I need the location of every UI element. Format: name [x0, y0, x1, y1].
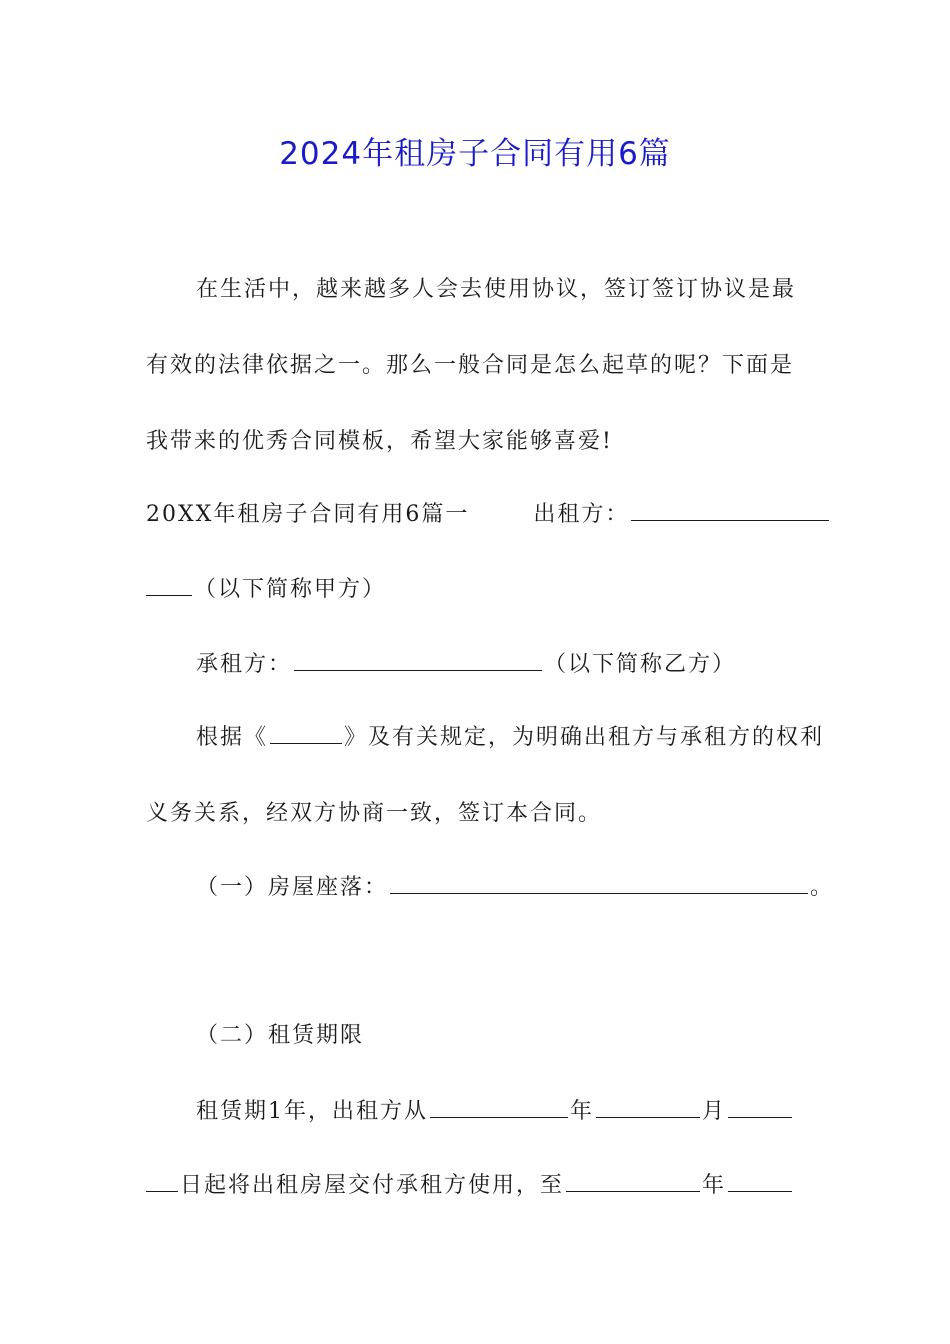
term-year: 年	[570, 1099, 595, 1124]
basis-line-1	[196, 720, 824, 751]
term-line2-part1: 日起将出租房屋交付承租方使用，至	[180, 1173, 565, 1198]
term-month: 月	[702, 1099, 727, 1124]
intro-line-1: 在生活中，越来越多人会去使用协议，签订签订协议是最	[196, 277, 797, 302]
item2-heading: （二）租赁期限	[196, 1023, 365, 1048]
basis-part1: 根据《	[196, 725, 269, 750]
term-part1: 租赁期1年，出租方从	[196, 1099, 428, 1124]
lessee-blank	[294, 669, 542, 671]
item1-line	[196, 870, 834, 901]
intro-line-3: 我带来的优秀合同模板，希望大家能够喜爱!	[146, 429, 613, 454]
start-month-blank	[596, 1116, 700, 1118]
section-heading: 20XX年租房子合同有用6篇一	[146, 502, 470, 527]
term-line-2	[146, 1168, 794, 1199]
basis-part2: 》及有关规定，为明确出租方与承租方的权利	[344, 725, 825, 750]
end-year-blank	[566, 1190, 700, 1192]
lessor-suffix: （以下简称甲方）	[194, 577, 387, 602]
lessee-line	[196, 647, 736, 678]
lessee-suffix: （以下简称乙方）	[544, 652, 737, 677]
lessor-label: 出租方：	[533, 502, 630, 527]
lessee-label: 承租方：	[196, 652, 293, 677]
lessor-suffix-line	[146, 572, 386, 603]
lessor-blank	[631, 519, 829, 521]
start-day-blank-cont	[146, 1190, 178, 1192]
basis-line-2: 义务关系，经双方协商一致，签订本合同。	[146, 801, 603, 826]
start-year-blank	[430, 1116, 568, 1118]
term-line2-year: 年	[702, 1173, 727, 1198]
section-heading-line	[146, 497, 831, 528]
law-name-blank	[270, 742, 342, 744]
start-day-blank	[728, 1116, 792, 1118]
term-line-1	[196, 1094, 794, 1125]
address-blank	[390, 892, 808, 894]
lessor-blank-cont	[146, 594, 192, 596]
end-month-blank	[728, 1190, 792, 1192]
intro-line-2: 有效的法律依据之一。那么一般合同是怎么起草的呢？下面是	[146, 353, 795, 378]
document-title: 2024年租房子合同有用6篇	[279, 136, 671, 172]
item1-label: （一）房屋座落：	[196, 875, 389, 900]
item1-end: 。	[810, 875, 835, 900]
